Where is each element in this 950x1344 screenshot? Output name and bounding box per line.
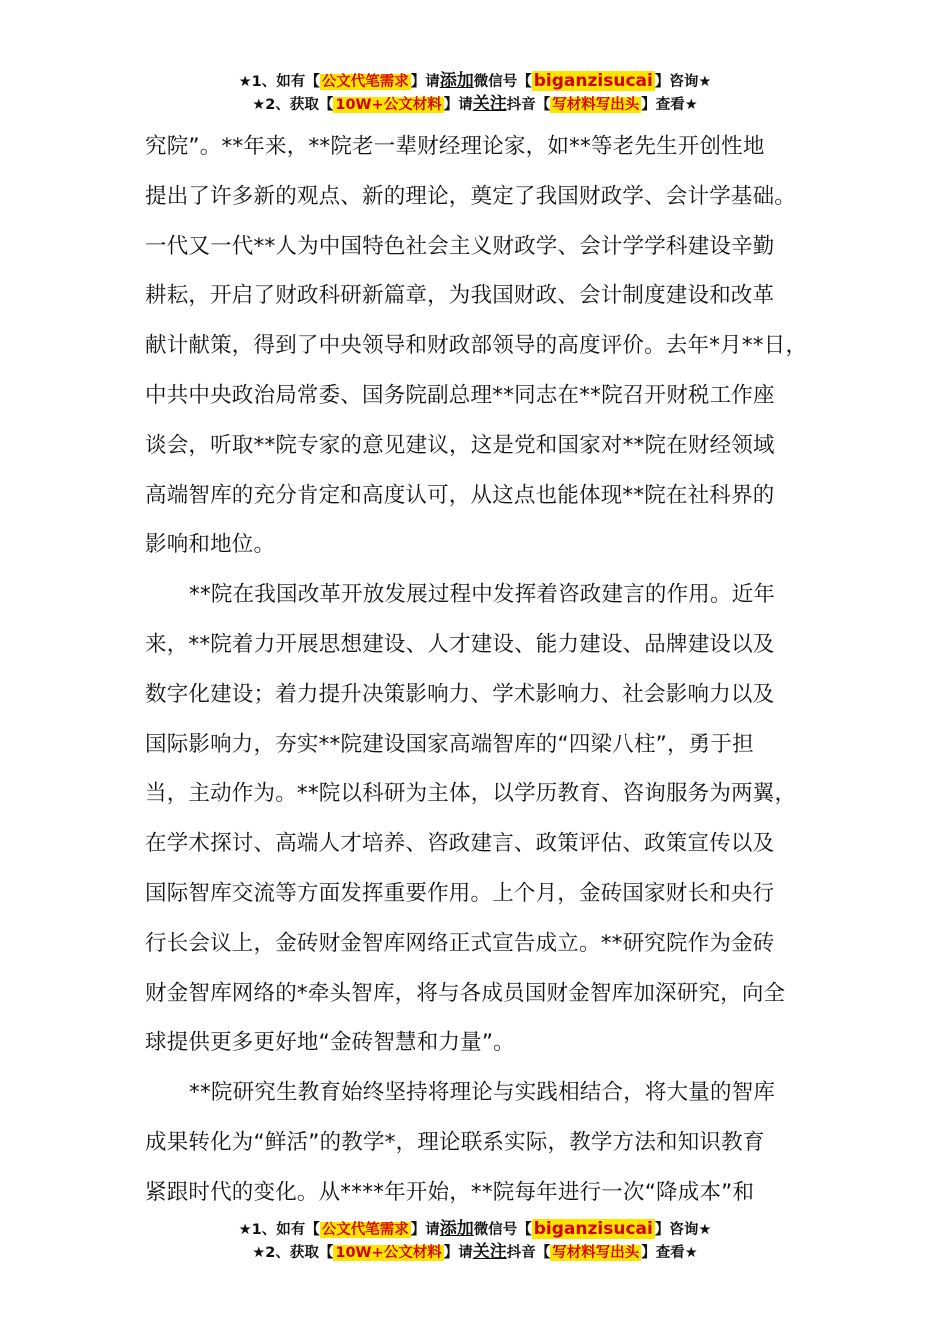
document-body [145,122,835,1218]
banner-highlight: biganzisucai [533,1219,653,1239]
banner-highlight: 公文代笔需求 [321,74,409,90]
banner-highlight: 公文代笔需求 [321,1222,409,1238]
body-line: 影响和地位。 [145,532,276,558]
banner-highlight: 10W+公文材料 [335,97,442,113]
banner-highlight: 写材料写出头 [552,1245,640,1261]
banner-highlight: 10W+公文材料 [335,1245,442,1261]
banner-line-1: ★1、如有【 公文代笔需求 】请添加微信号【 biganzisucai 】咨询★ [238,1219,712,1239]
body-line: 在学术探讨、高端人才培养、咨政建言、政策评估、政策宣传以及 [145,831,775,857]
body-line: 谈会，听取**院专家的意见建议，这是党和国家对**院在财经领域 [145,432,775,458]
paragraph-start-line: **院研究生教育始终坚持将理论与实践相结合，将大量的智库 [189,1080,776,1106]
body-line: 行长会议上，金砖财金智库网络正式宣告成立。**研究院作为金砖 [145,930,775,956]
body-line: 提出了许多新的观点、新的理论，奠定了我国财政学、会计学基础。 [145,183,797,209]
body-line: 献计献策，得到了中央领导和财政部领导的高度评价。去年*月**日， [145,333,808,359]
body-line: 财金智库网络的*牵头智库，将与各成员国财金智库加深研究，向全 [145,980,786,1006]
banner-highlight: biganzisucai [533,71,653,91]
body-line: 数字化建设；着力提升决策影响力、学术影响力、社会影响力以及 [145,681,775,707]
header-banner [0,70,950,116]
banner-line-2: ★2、获取【 10W+公文材料 】请关注抖音【 写材料写出头 】查看★ [252,94,698,114]
body-line: 一代又一代**人为中国特色社会主义财政学、会计学学科建设辛勤 [145,233,775,259]
body-line: 国际影响力，夯实**院建设国家高端智库的“四梁八柱”，勇于担 [145,731,754,757]
body-line: 当，主动作为。**院以科研为主体，以学历教育、咨询服务为两翼， [145,781,797,807]
body-line: 国际智库交流等方面发挥重要作用。上个月，金砖国家财长和央行 [145,880,775,906]
banner-line-2: ★2、获取【 10W+公文材料 】请关注抖音【 写材料写出头 】查看★ [252,1242,698,1262]
body-line: 成果转化为“鲜活”的教学*，理论联系实际，教学方法和知识教育 [145,1129,765,1155]
banner-highlight: 写材料写出头 [552,97,640,113]
body-line: 来，**院着力开展思想建设、人才建设、能力建设、品牌建设以及 [145,631,775,657]
paragraph-start-line: **院在我国改革开放发展过程中发挥着咨政建言的作用。近年 [189,582,776,608]
body-line: 中共中央政治局常委、国务院副总理**同志在**院召开财税工作座 [145,382,775,408]
body-line: 球提供更多更好地“金砖智慧和力量”。 [145,1030,515,1056]
banner-line-1: ★1、如有【 公文代笔需求 】请添加微信号【 biganzisucai 】咨询★ [238,71,712,91]
body-line: 紧跟时代的变化。从****年开始，**院每年进行一次“降成本”和 [145,1179,755,1205]
body-line: 究院”。**年来，**院老一辈财经理论家，如**等老先生开创性地 [145,134,765,159]
body-line: 高端智库的充分肯定和高度认可，从这点也能体现**院在社科界的 [145,482,775,508]
footer-banner [0,1218,950,1264]
body-line: 耕耘，开启了财政科研新篇章，为我国财政、会计制度建设和改革 [145,283,775,309]
